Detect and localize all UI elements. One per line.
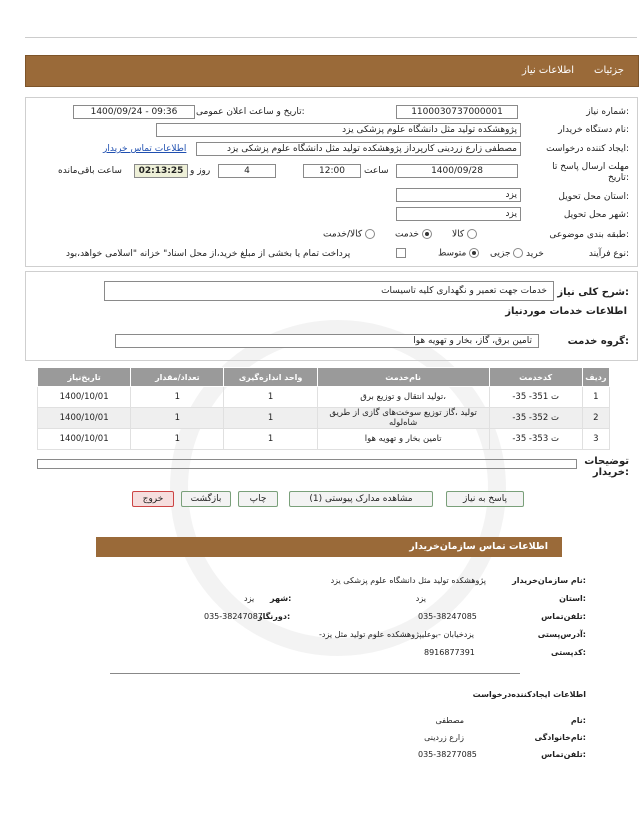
contact-bar-title: اطلاعات تماس سازمان‌خریدار xyxy=(409,541,548,552)
print-button[interactable]: چاپ xyxy=(238,491,278,507)
day-label: روز و xyxy=(190,166,211,176)
tab-details[interactable]: جزئیات xyxy=(594,65,624,76)
deadline-date-field: 1400/09/28 xyxy=(396,164,518,178)
creator-heading: اطلاعات ایجادکننده‌درخواست xyxy=(472,690,586,699)
time-label: ساعت xyxy=(364,166,389,176)
summary-field: خدمات جهت تعمیر و نگهداری کلیه تاسیسات xyxy=(104,281,554,301)
province-label: استان محل تحویل: xyxy=(558,192,629,202)
contact-phone-value: 035-38247085 xyxy=(418,612,477,621)
category-service-text: خدمت xyxy=(395,229,419,240)
category-goods-radio[interactable] xyxy=(467,229,477,239)
attachments-button[interactable]: مشاهده مدارک پیوستی (1) xyxy=(289,491,433,507)
table-header-row xyxy=(38,368,610,387)
need-number-label: شماره نیاز: xyxy=(586,107,629,117)
col-row: ردیف xyxy=(582,368,609,387)
buyer-notes-label: توضیحات خریدار: xyxy=(584,456,629,478)
contact-fax-label: دورنگار: xyxy=(258,612,291,621)
contact-address-label: آدرس‌پستی: xyxy=(537,630,586,639)
col-code: کدخدمت xyxy=(489,368,582,387)
creator-name-label: نام: xyxy=(570,716,586,725)
category-goods-option[interactable] xyxy=(452,229,477,240)
process-minor-option[interactable] xyxy=(490,248,523,259)
deadline-time-field: 12:00 xyxy=(303,164,361,178)
group-label: گروه خدمت: xyxy=(567,336,629,347)
category-both-text: کالا/خدمت xyxy=(323,229,363,240)
contact-phone-label: تلفن‌تماس: xyxy=(541,612,586,621)
cell-code: ت 353- 35- xyxy=(489,429,582,450)
creator-name-value: مصطفی xyxy=(435,716,464,725)
buyer-org-label: نام دستگاه خریدار: xyxy=(558,125,629,135)
creator-family-label: نام‌خانوادگی: xyxy=(534,733,586,742)
city-field: یزد xyxy=(396,207,521,221)
treasury-payment-checkbox[interactable] xyxy=(396,248,406,258)
process-label: نوع فرآیند: xyxy=(588,249,629,259)
contact-postal-value: 8916877391 xyxy=(424,648,475,657)
cell-row: 1 xyxy=(582,387,609,408)
category-label: طبقه بندی موضوعی: xyxy=(549,230,629,240)
category-both-option[interactable] xyxy=(323,229,375,240)
contact-province-label: استان: xyxy=(559,594,586,603)
buyer-org-field: پژوهشکده تولید مثل دانشگاه علوم پزشکی یزد xyxy=(156,123,521,137)
announce-field: 1400/09/24 - 09:36 xyxy=(73,105,195,119)
cell-date: 1400/10/01 xyxy=(38,429,131,450)
contact-city-value: یزد xyxy=(244,594,255,603)
buyer-contact-link[interactable]: اطلاعات تماس خریدار xyxy=(103,144,187,154)
col-qty: تعداد/مقدار xyxy=(131,368,224,387)
creator-phone-label: تلفن‌تماس: xyxy=(541,750,586,759)
cell-name: تامین بخار و تهویه هوا xyxy=(317,429,489,450)
need-number-field: 1100030737000001 xyxy=(396,105,518,119)
payment-note: پرداخت تمام یا بخشی از مبلغ خرید،از محل اسناد" خزانه "اسلامی خواهد،بود xyxy=(66,249,351,259)
contact-bar xyxy=(96,537,562,557)
contact-address-value: -یزدخیابان -بوعلیپژوهشکده علوم تولید مثل یزد xyxy=(319,630,474,639)
header-bar xyxy=(25,55,639,87)
col-date: تاریخ‌نیاز xyxy=(38,368,131,387)
creator-field: مصطفی زارع زردینی کارپرداز پژوهشکده تولید مثل دانشگاه علوم پزشکی یزد xyxy=(196,142,521,156)
contact-postal-label: کدپستی: xyxy=(551,648,586,657)
remaining-label: ساعت باقی‌مانده xyxy=(58,166,122,176)
deadline-label: مهلت ارسال پاسخ تا تاریخ: xyxy=(552,162,629,183)
process-medium-option[interactable] xyxy=(438,248,479,259)
category-service-radio[interactable] xyxy=(422,229,432,239)
cell-name: تولید ،گاز توزیع سوخت‌های گازی از طریق شاه‌لوله xyxy=(317,408,489,429)
summary-label: شرح کلی نیاز: xyxy=(557,287,629,298)
city-label: شهر محل تحویل: xyxy=(563,210,629,220)
process-medium-text: متوسط xyxy=(438,248,467,259)
buyer-notes-field xyxy=(37,459,577,469)
cell-unit: 1 xyxy=(224,408,317,429)
cell-row: 2 xyxy=(582,408,609,429)
process-minor-radio[interactable] xyxy=(513,248,523,258)
reply-button[interactable]: پاسخ به نیاز xyxy=(446,491,524,507)
days-field: 4 xyxy=(218,164,276,178)
table-row xyxy=(38,429,610,450)
category-service-option[interactable] xyxy=(395,229,432,240)
contact-province-value: یزد xyxy=(415,594,426,603)
back-button[interactable]: بازگشت xyxy=(181,491,231,507)
process-medium-radio[interactable] xyxy=(469,248,479,258)
cell-name: ،تولید انتقال و توزیع برق xyxy=(317,387,489,408)
province-field: یزد xyxy=(396,188,521,202)
col-name: نام‌خدمت xyxy=(317,368,489,387)
category-goods-text: کالا xyxy=(452,229,465,240)
cell-unit: 1 xyxy=(224,387,317,408)
top-divider xyxy=(25,37,637,38)
remaining-time-field: 02:13:25 xyxy=(134,164,188,178)
items-table xyxy=(37,367,610,450)
contact-divider xyxy=(110,673,520,674)
group-field: تامین برق، گاز، بخار و تهویه هوا xyxy=(115,334,539,348)
cell-date: 1400/10/01 xyxy=(38,408,131,429)
tab-need-info[interactable]: اطلاعات نیاز xyxy=(522,65,574,76)
announce-label: تاریخ و ساعت اعلان عمومی: xyxy=(196,107,305,117)
process-minor-text: جزیی xyxy=(490,248,511,259)
category-both-radio[interactable] xyxy=(365,229,375,239)
table-row xyxy=(38,408,610,429)
cell-date: 1400/10/01 xyxy=(38,387,131,408)
contact-org-value: پژوهشکده تولید مثل دانشگاه علوم پزشکی یزد xyxy=(330,576,486,585)
table-row xyxy=(38,387,610,408)
contact-fax-value: 035-38247087 xyxy=(204,612,263,621)
cell-code: ت 351- 35- xyxy=(489,387,582,408)
contact-city-label: شهر: xyxy=(270,594,292,603)
contact-org-label: نام سازمان‌خریدار: xyxy=(512,576,586,585)
services-heading: اطلاعات خدمات موردنیاز xyxy=(505,306,627,317)
cell-qty: 1 xyxy=(131,429,224,450)
cell-qty: 1 xyxy=(131,387,224,408)
creator-family-value: زارع زردینی xyxy=(424,733,464,742)
creator-label: ایجاد کننده درخواست: xyxy=(546,144,629,154)
cell-qty: 1 xyxy=(131,408,224,429)
col-unit: واحد اندازه‌گیری xyxy=(224,368,317,387)
cell-row: 3 xyxy=(582,429,609,450)
exit-button[interactable]: خروج xyxy=(132,491,174,507)
creator-phone-value: 035-38277085 xyxy=(418,750,477,759)
cell-unit: 1 xyxy=(224,429,317,450)
cell-code: ت 352- 35- xyxy=(489,408,582,429)
process-buy-text: خرید xyxy=(526,249,544,259)
